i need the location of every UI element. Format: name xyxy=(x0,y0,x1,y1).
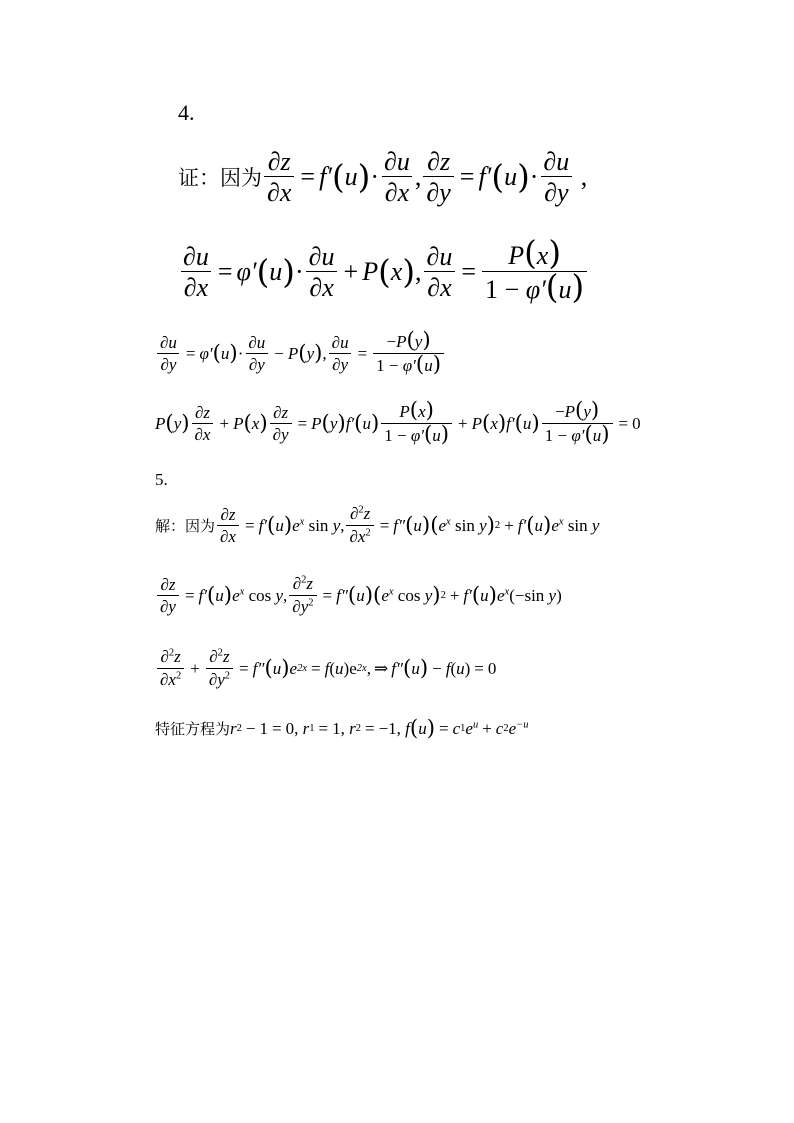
problem-4-equation-1: 证：因为 $\frac{\partial z}{\partial x}$ = f′ ( u ) · $\frac{\partial u}{\partial x}$ , $\frac{\partial z}{\partial y}$ = f′ ( u ) · $\frac{\partial u}{\partial y}$ , xyxy=(178,147,588,208)
problem-4-equation-2: $\frac{\partial u}{\partial x}$ = φ′ ( u ) · $\frac{\partial u}{\partial x}$ + P ( x ) , $\frac{\partial u}{\partial x}$ = $\frac{P(x)}{1 - \varphi'(u)}$ xyxy=(178,240,589,305)
problem-5-intro: 解：因为 xyxy=(155,517,216,536)
problem-5-equation-3: $\frac{\partial^2z}{\partial x^2}$ + $\frac{\partial^2z}{\partial y^2}$ = f″ ( u ) e 2x = f ( u )e 2x , ⇒ f″ ( u ) − f ( u ) = 0 xyxy=(155,648,496,690)
problem-4-equation-4: P ( y ) $\frac{\partial z}{\partial x}$ + P ( x ) $\frac{\partial z}{\partial y}$ = P ( y ) f′ ( u ) $\frac{P(x)}{1 - \varphi'(u)}$ + P ( x ) f′ ( u ) $\frac{-P(y)}{1 - \varphi'(u)}$ = 0 xyxy=(155,398,641,447)
problem-5-equation-1: 解：因为 $\frac{\partial z}{\partial x}$ = f′ ( u ) $e^x$ sin y , $\frac{\partial^2z}{\partial x^2}$ = f″ ( u ) ( $e^x$ sin y ) 2 + f′ ( u ) $e^x$ sin y xyxy=(155,504,600,546)
problem-4-equation-3: $\frac{\partial u}{\partial y}$ = φ′ ( u ) · $\frac{\partial u}{\partial y}$ − P ( y ) , $\frac{\partial u}{\partial y}$ = $\frac{-P(y)}{1 - \varphi'(u)}$ xyxy=(155,332,446,376)
problem-4-intro: 证：因为 xyxy=(178,166,262,191)
problem-5-equation-4: 特征方程为 r 2 − 1 = 0, r 1 = 1, r 2 = −1, f ( u ) = c 1 $e^u$ + c 2 $e^{-u}$ xyxy=(155,716,529,741)
problem-4-number: 4. xyxy=(178,100,195,125)
problem-5-equation-2: $\frac{\partial z}{\partial y}$ = f′ ( u ) $e^x$ cos y , $\frac{\partial^2z}{\partial y^2}$ = f″ ( u ) ( $e^x$ cos y ) 2 + f′ ( u ) $e^x$ (−sin y ) xyxy=(155,575,562,617)
problem-5-number: 5. xyxy=(155,470,168,489)
characteristic-equation-label: 特征方程为 xyxy=(155,720,231,738)
